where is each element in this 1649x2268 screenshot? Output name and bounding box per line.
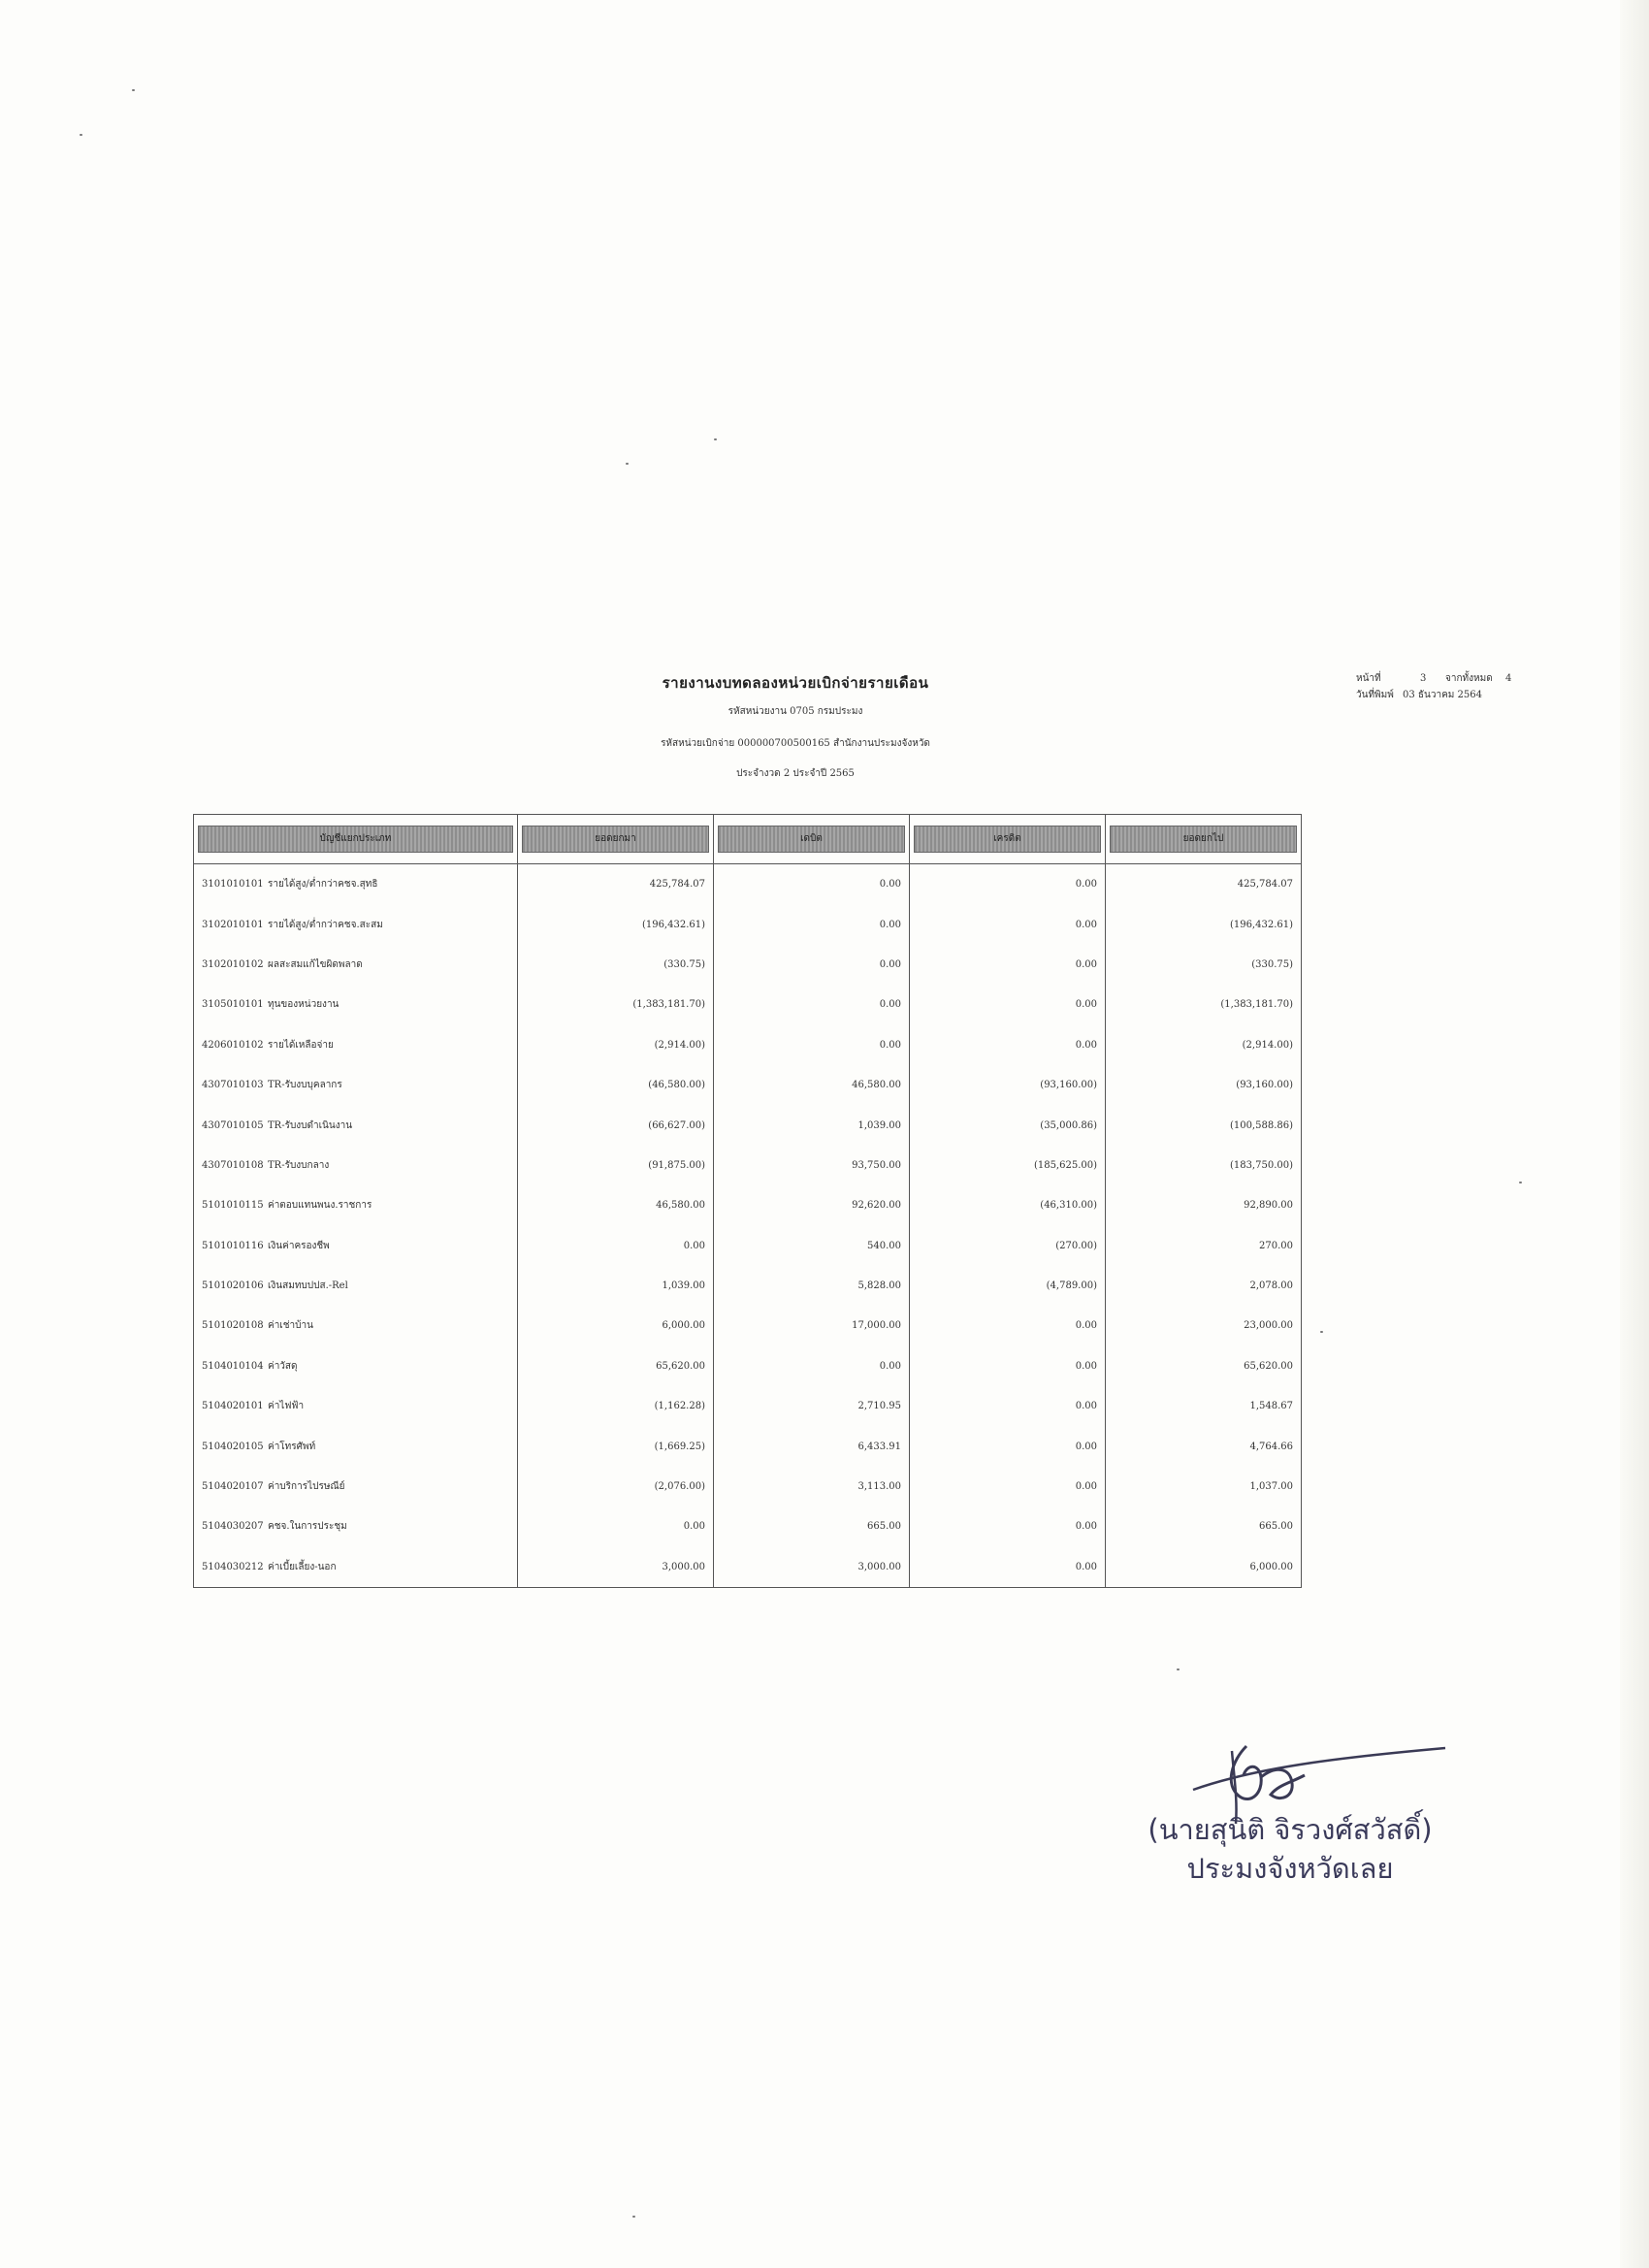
table-row <box>194 1306 1302 1345</box>
account-name: เงินสมทบปปส.-Rel <box>268 1280 348 1292</box>
brought-forward-cell: (1,162.28) <box>518 1386 714 1426</box>
account-code: 3101010101 <box>202 879 264 891</box>
table-row <box>194 1185 1302 1225</box>
scan-speck <box>626 463 629 465</box>
brought-forward-cell: 3,000.00 <box>518 1547 714 1588</box>
credit-cell: 0.00 <box>910 864 1106 905</box>
account-cell <box>194 1266 518 1306</box>
credit-cell: 0.00 <box>910 1507 1106 1546</box>
table-header-row <box>194 815 1302 864</box>
account-code: 5104020107 <box>202 1481 264 1493</box>
account-cell <box>194 904 518 944</box>
credit-cell: 0.00 <box>910 1306 1106 1345</box>
account-cell <box>194 945 518 985</box>
credit-cell: 0.00 <box>910 985 1106 1024</box>
account-code: 4206010102 <box>202 1039 264 1051</box>
credit-cell: 0.00 <box>910 1025 1106 1065</box>
account-cell <box>194 1507 518 1546</box>
account-name: ค่าเช่าบ้าน <box>268 1320 313 1332</box>
page-info <box>1356 671 1511 704</box>
table-row <box>194 1065 1302 1105</box>
account-name: ค่าบริการไปรษณีย์ <box>268 1481 345 1493</box>
signatory-position: ประมงจังหวัดเลย <box>1186 1852 1394 1885</box>
account-name: ค่าวัสดุ <box>268 1360 298 1372</box>
account-cell <box>194 985 518 1024</box>
account-cell <box>194 1386 518 1426</box>
table-row <box>194 1467 1302 1507</box>
debit-cell: 1,039.00 <box>714 1105 910 1145</box>
brought-forward-cell: (196,432.61) <box>518 904 714 944</box>
account-code: 5101020108 <box>202 1320 264 1332</box>
page-of-label: จากทั้งหมด <box>1445 673 1493 684</box>
carried-forward-cell: 425,784.07 <box>1106 864 1302 905</box>
debit-cell: 2,710.95 <box>714 1386 910 1426</box>
table-row <box>194 1507 1302 1546</box>
brought-forward-cell: 0.00 <box>518 1507 714 1546</box>
account-cell <box>194 1426 518 1466</box>
debit-cell: 17,000.00 <box>714 1306 910 1345</box>
account-name: เงินค่าครองชีพ <box>268 1240 330 1251</box>
page-number-line <box>1356 671 1511 688</box>
account-code: 3102010101 <box>202 919 264 930</box>
credit-cell: 0.00 <box>910 904 1106 944</box>
print-date-label: วันที่พิมพ์ <box>1356 690 1394 700</box>
debit-cell: 6,433.91 <box>714 1426 910 1466</box>
carried-forward-cell: (1,383,181.70) <box>1106 985 1302 1024</box>
account-code: 5101010115 <box>202 1200 264 1212</box>
print-date: 03 ธันวาคม 2564 <box>1403 690 1482 700</box>
account-name: ทุนของหน่วยงาน <box>268 999 340 1011</box>
table-row <box>194 1146 1302 1185</box>
credit-cell: (185,625.00) <box>910 1146 1106 1185</box>
scan-speck <box>132 89 135 91</box>
brought-forward-cell: (66,627.00) <box>518 1105 714 1145</box>
col-header-account: บัญชีแยกประเภท <box>194 815 518 864</box>
scan-speck <box>632 2216 635 2218</box>
brought-forward-cell: 425,784.07 <box>518 864 714 905</box>
table-row <box>194 1105 1302 1145</box>
debit-cell: 5,828.00 <box>714 1266 910 1306</box>
scan-speck <box>80 134 82 136</box>
account-name: ค่าเบี้ยเลี้ยง-นอก <box>268 1561 337 1572</box>
debit-cell: 3,000.00 <box>714 1547 910 1588</box>
brought-forward-cell: (1,383,181.70) <box>518 985 714 1024</box>
scan-speck <box>1177 1669 1180 1670</box>
carried-forward-cell: (93,160.00) <box>1106 1065 1302 1105</box>
carried-forward-cell: 23,000.00 <box>1106 1306 1302 1345</box>
brought-forward-cell: (91,875.00) <box>518 1146 714 1185</box>
credit-cell: (35,000.86) <box>910 1105 1106 1145</box>
brought-forward-cell: (2,076.00) <box>518 1467 714 1507</box>
report-header <box>582 671 1009 781</box>
credit-cell: (270.00) <box>910 1226 1106 1266</box>
carried-forward-cell: 4,764.66 <box>1106 1426 1302 1466</box>
account-code: 5104020105 <box>202 1441 264 1452</box>
brought-forward-cell: 0.00 <box>518 1226 714 1266</box>
table-row <box>194 1426 1302 1466</box>
account-cell <box>194 1467 518 1507</box>
scan-speck <box>1519 1182 1522 1183</box>
account-code: 3105010101 <box>202 999 264 1011</box>
col-header-debit: เดบิต <box>714 815 910 864</box>
credit-cell: (46,310.00) <box>910 1185 1106 1225</box>
account-cell <box>194 1065 518 1105</box>
table-row <box>194 1346 1302 1386</box>
account-code: 4307010103 <box>202 1080 264 1091</box>
credit-cell: (93,160.00) <box>910 1065 1106 1105</box>
debit-cell: 540.00 <box>714 1226 910 1266</box>
page-label: หน้าที่ <box>1356 673 1381 684</box>
carried-forward-cell: 92,890.00 <box>1106 1185 1302 1225</box>
debit-cell: 3,113.00 <box>714 1467 910 1507</box>
account-code: 5104020101 <box>202 1401 264 1412</box>
table-row <box>194 1266 1302 1306</box>
account-code: 3102010102 <box>202 958 264 970</box>
credit-cell: 0.00 <box>910 1547 1106 1588</box>
account-name: รายได้สูง/ต่ำกว่าคชจ.สะสม <box>268 919 383 930</box>
table-row <box>194 1386 1302 1426</box>
account-name: TR-รับงบกลาง <box>268 1159 330 1171</box>
debit-cell: 0.00 <box>714 945 910 985</box>
carried-forward-cell: (183,750.00) <box>1106 1146 1302 1185</box>
account-name: ค่าโทรศัพท์ <box>268 1441 316 1452</box>
account-name: ผลสะสมแก้ไขผิดพลาด <box>268 958 363 970</box>
account-code: 5101020106 <box>202 1280 264 1292</box>
carried-forward-cell: 270.00 <box>1106 1226 1302 1266</box>
brought-forward-cell: 6,000.00 <box>518 1306 714 1345</box>
credit-cell: 0.00 <box>910 1346 1106 1386</box>
signature-block <box>1135 1810 1445 1888</box>
debit-cell: 0.00 <box>714 1025 910 1065</box>
account-name: ค่าไฟฟ้า <box>268 1401 305 1412</box>
debit-cell: 665.00 <box>714 1507 910 1546</box>
table-row <box>194 904 1302 944</box>
account-cell <box>194 1105 518 1145</box>
credit-cell: 0.00 <box>910 1426 1106 1466</box>
table-row <box>194 945 1302 985</box>
account-name: รายได้สูง/ต่ำกว่าคชจ.สุทธิ <box>268 879 378 891</box>
brought-forward-cell: 1,039.00 <box>518 1266 714 1306</box>
credit-cell: (4,789.00) <box>910 1266 1106 1306</box>
account-code: 4307010105 <box>202 1119 264 1131</box>
debit-cell: 0.00 <box>714 864 910 905</box>
col-header-credit: เครดิต <box>910 815 1106 864</box>
account-name: TR-รับงบดำเนินงาน <box>268 1119 353 1131</box>
account-name: รายได้เหลือจ่าย <box>268 1039 334 1051</box>
carried-forward-cell: (2,914.00) <box>1106 1025 1302 1065</box>
account-code: 5104030212 <box>202 1561 264 1572</box>
account-cell <box>194 1346 518 1386</box>
account-cell <box>194 1185 518 1225</box>
table-row <box>194 1025 1302 1065</box>
col-header-brought-forward: ยอดยกมา <box>518 815 714 864</box>
brought-forward-cell: 65,620.00 <box>518 1346 714 1386</box>
brought-forward-cell: (1,669.25) <box>518 1426 714 1466</box>
page-number: 3 <box>1420 673 1427 684</box>
carried-forward-cell: 1,037.00 <box>1106 1467 1302 1507</box>
carried-forward-cell: 65,620.00 <box>1106 1346 1302 1386</box>
table-row <box>194 864 1302 905</box>
col-header-carried-forward: ยอดยกไป <box>1106 815 1302 864</box>
account-cell <box>194 1146 518 1185</box>
unit-line: รหัสหน่วยเบิกจ่าย 000000700500165 สำนักงานประมงจังหวัด <box>661 738 930 749</box>
account-cell <box>194 1025 518 1065</box>
account-name: คชจ.ในการประชุม <box>268 1521 347 1533</box>
debit-cell: 0.00 <box>714 904 910 944</box>
scan-speck <box>714 438 717 440</box>
report-title: รายงานงบทดลองหน่วยเบิกจ่ายรายเดือน <box>662 674 929 692</box>
table-row <box>194 985 1302 1024</box>
period-line: ประจำงวด 2 ประจำปี 2565 <box>736 768 855 779</box>
scan-edge-shadow <box>1620 0 1649 2268</box>
debit-cell: 46,580.00 <box>714 1065 910 1105</box>
credit-cell: 0.00 <box>910 1386 1106 1426</box>
print-date-line <box>1356 688 1511 704</box>
account-cell <box>194 864 518 905</box>
page-total: 4 <box>1505 673 1512 684</box>
credit-cell: 0.00 <box>910 1467 1106 1507</box>
debit-cell: 92,620.00 <box>714 1185 910 1225</box>
debit-cell: 0.00 <box>714 1346 910 1386</box>
scan-speck <box>1320 1331 1323 1333</box>
account-code: 4307010108 <box>202 1159 264 1171</box>
account-cell <box>194 1547 518 1588</box>
brought-forward-cell: (46,580.00) <box>518 1065 714 1105</box>
account-name: TR-รับงบบุคลากร <box>268 1080 342 1091</box>
carried-forward-cell: (330.75) <box>1106 945 1302 985</box>
account-code: 5104010104 <box>202 1360 264 1372</box>
brought-forward-cell: 46,580.00 <box>518 1185 714 1225</box>
account-code: 5104030207 <box>202 1521 264 1533</box>
brought-forward-cell: (330.75) <box>518 945 714 985</box>
carried-forward-cell: (196,432.61) <box>1106 904 1302 944</box>
debit-cell: 0.00 <box>714 985 910 1024</box>
carried-forward-cell: (100,588.86) <box>1106 1105 1302 1145</box>
credit-cell: 0.00 <box>910 945 1106 985</box>
account-cell <box>194 1306 518 1345</box>
carried-forward-cell: 6,000.00 <box>1106 1547 1302 1588</box>
trial-balance-table <box>193 814 1302 1588</box>
signatory-name: (นายสุนิติ จิรวงศ์สวัสดิ์) <box>1148 1813 1433 1846</box>
table-row <box>194 1226 1302 1266</box>
agency-line: รหัสหน่วยงาน 0705 กรมประมง <box>728 706 863 717</box>
carried-forward-cell: 1,548.67 <box>1106 1386 1302 1426</box>
brought-forward-cell: (2,914.00) <box>518 1025 714 1065</box>
debit-cell: 93,750.00 <box>714 1146 910 1185</box>
account-code: 5101010116 <box>202 1240 264 1251</box>
account-cell <box>194 1226 518 1266</box>
account-name: ค่าตอบแทนพนง.ราชการ <box>268 1200 372 1212</box>
table-row <box>194 1547 1302 1588</box>
carried-forward-cell: 665.00 <box>1106 1507 1302 1546</box>
carried-forward-cell: 2,078.00 <box>1106 1266 1302 1306</box>
